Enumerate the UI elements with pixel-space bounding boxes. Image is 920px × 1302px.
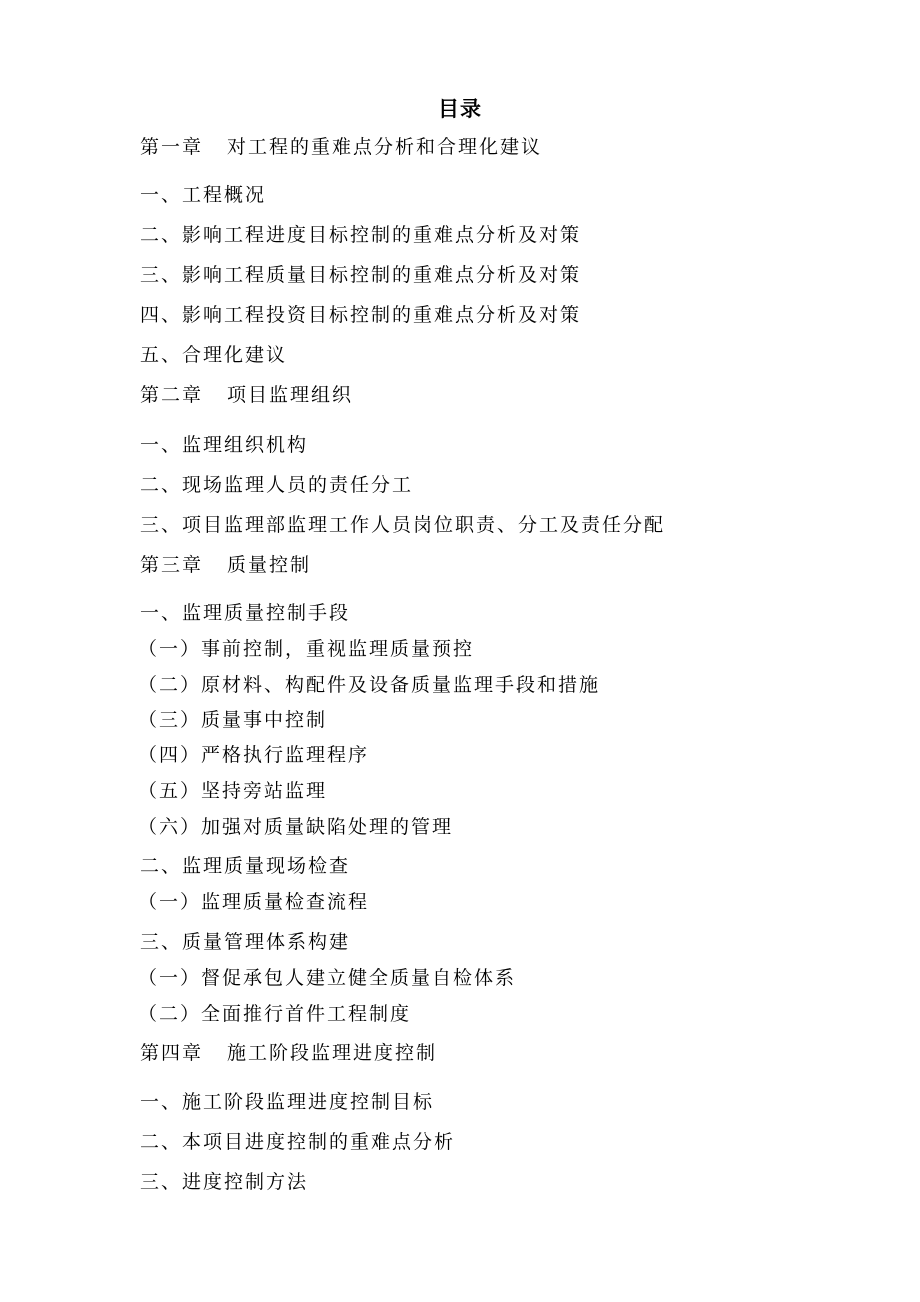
toc-section-entry: 三、项目监理部监理工作人员岗位职责、分工及责任分配 xyxy=(140,514,666,536)
toc-subsection-entry: （一）督促承包人建立健全质量自检体系 xyxy=(138,967,517,989)
toc-subsection-entry: （二）全面推行首件工程制度 xyxy=(138,1003,412,1025)
toc-section-entry: 一、监理质量控制手段 xyxy=(140,602,351,624)
toc-subsection-entry: （五）坚持旁站监理 xyxy=(138,780,328,802)
toc-section-entry: 五、合理化建议 xyxy=(140,344,288,366)
toc-subsection-entry: （六）加强对质量缺陷处理的管理 xyxy=(138,816,454,838)
toc-chapter-heading xyxy=(140,556,311,575)
toc-section-entry: 一、施工阶段监理进度控制目标 xyxy=(140,1091,435,1113)
chapter-title: 对工程的重难点分析和合理化建议 xyxy=(227,136,543,158)
toc-subsection-entry: （一）事前控制，重视监理质量预控 xyxy=(138,638,475,660)
toc-subsection-entry: （三）质量事中控制 xyxy=(138,709,328,731)
toc-section-entry: 三、质量管理体系构建 xyxy=(140,931,351,953)
toc-section-entry: 三、进度控制方法 xyxy=(140,1171,309,1193)
chapter-number: 第三章 xyxy=(140,554,204,576)
toc-section-entry: 一、工程概况 xyxy=(140,184,267,206)
chapter-title: 质量控制 xyxy=(227,554,312,576)
chapter-number: 第一章 xyxy=(140,136,204,158)
chapter-title: 项目监理组织 xyxy=(227,384,354,406)
toc-section-entry: 二、本项目进度控制的重难点分析 xyxy=(140,1131,456,1153)
toc-chapter-heading xyxy=(140,138,542,157)
chapter-number: 第二章 xyxy=(140,384,204,406)
toc-section-entry: 一、监理组织机构 xyxy=(140,434,309,456)
toc-chapter-heading xyxy=(140,386,353,405)
toc-title: 目录 xyxy=(438,96,482,121)
toc-section-entry: 二、影响工程进度目标控制的重难点分析及对策 xyxy=(140,224,582,246)
toc-section-entry: 四、影响工程投资目标控制的重难点分析及对策 xyxy=(140,304,582,326)
toc-section-entry: 二、现场监理人员的责任分工 xyxy=(140,474,414,496)
chapter-title: 施工阶段监理进度控制 xyxy=(227,1042,438,1064)
toc-section-entry: 三、影响工程质量目标控制的重难点分析及对策 xyxy=(140,264,582,286)
toc-section-entry: 二、监理质量现场检查 xyxy=(140,855,351,877)
toc-subsection-entry: （四）严格执行监理程序 xyxy=(138,744,370,766)
toc-subsection-entry: （一）监理质量检查流程 xyxy=(138,891,370,913)
toc-chapter-heading xyxy=(140,1044,437,1063)
toc-subsection-entry: （二）原材料、构配件及设备质量监理手段和措施 xyxy=(138,674,601,696)
chapter-number: 第四章 xyxy=(140,1042,204,1064)
